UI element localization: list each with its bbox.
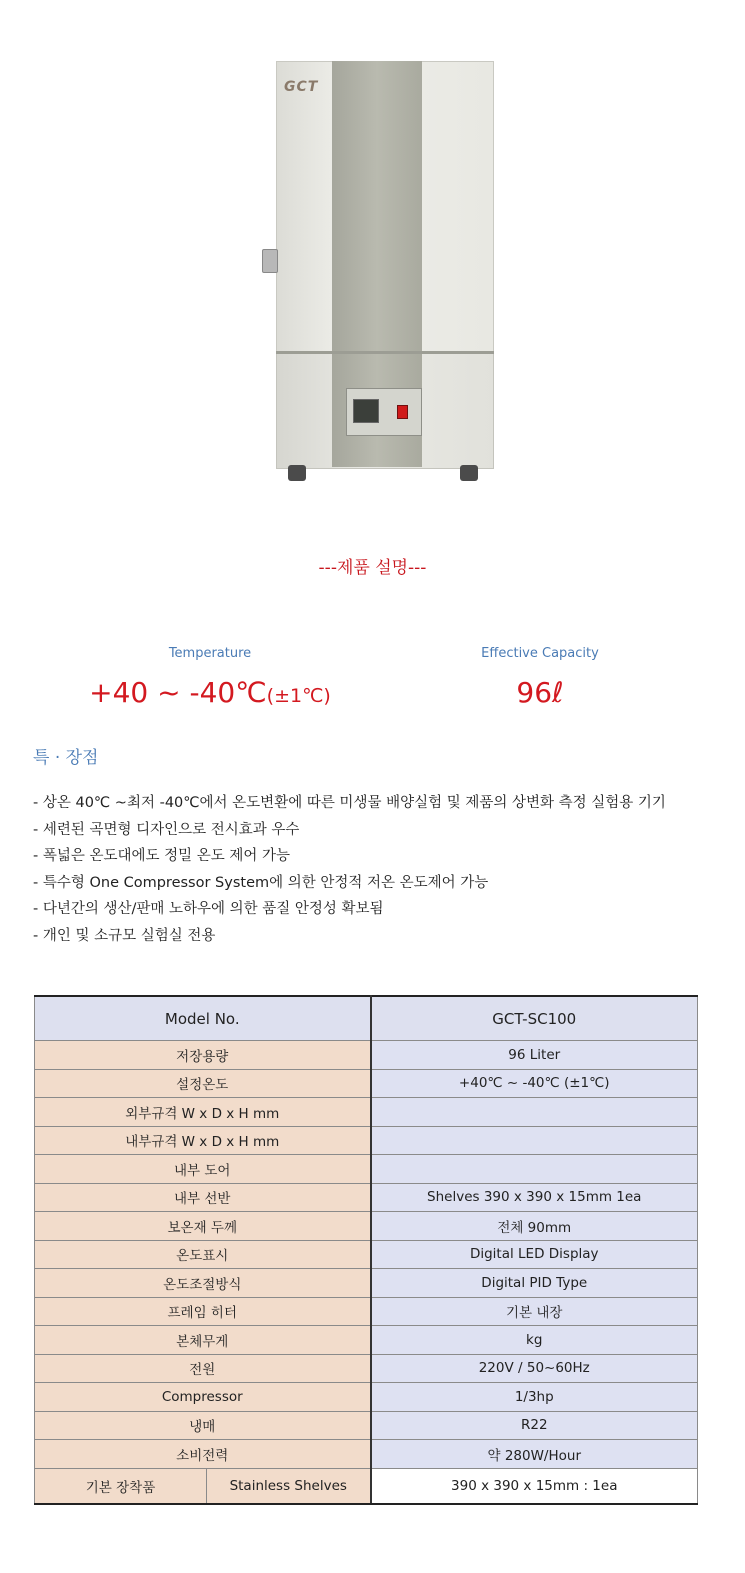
row-value [371,1098,698,1127]
table-row [35,1269,698,1298]
table-row [35,1126,698,1155]
spec-table [34,995,698,1505]
row-value: 1/3hp [371,1383,698,1412]
freezer-door-seam [276,351,494,354]
row-label: 외부규격 W x D x H mm [35,1098,371,1127]
row-value [371,1126,698,1155]
table-row [35,1069,698,1098]
features-list [33,790,713,949]
row-value [371,1155,698,1184]
row-label: 설정온도 [35,1069,371,1098]
feature-item: - 폭넓은 온도대에도 정밀 온도 제어 가능 [33,848,290,864]
model-no-label: Model No. [35,996,371,1041]
row-value: 390 x 390 x 15mm : 1ea [371,1468,698,1504]
feature-item: - 상온 40℃ ~최저 -40℃에서 온도변환에 따른 미생물 배양실험 및 제품의 상변화 측정 실험용 기기 [33,795,666,811]
power-switch [397,405,408,419]
table-row [35,1183,698,1212]
features-title: 특 · 장점 [33,748,99,768]
table-row [35,1468,698,1504]
product-image [262,55,502,495]
row-value: 약 280W/Hour [371,1440,698,1469]
table-row [35,1297,698,1326]
row-value: Shelves 390 x 390 x 15mm 1ea [371,1183,698,1212]
table-row [35,1240,698,1269]
row-label: 내부 선반 [35,1183,371,1212]
row-sublabel: Stainless Shelves [207,1468,371,1504]
right-caster-wheel [460,465,478,481]
table-row [35,1212,698,1241]
capacity-value: 96ℓ [516,676,564,709]
feature-item: - 다년간의 생산/판매 노하우에 의한 품질 안정성 확보됨 [33,901,384,917]
row-label: Compressor [35,1383,371,1412]
product-description-title: ---제품 설명--- [318,558,427,578]
table-row [35,1155,698,1184]
row-label: 내부 도어 [35,1155,371,1184]
door-handle [262,249,278,273]
row-value: 기본 내장 [371,1297,698,1326]
temperature-display [353,399,379,423]
capacity-label: Effective Capacity [481,646,599,661]
table-row [35,1326,698,1355]
row-label: 온도조절방식 [35,1269,371,1298]
feature-item: - 개인 및 소규모 실험실 전용 [33,927,216,944]
table-header-row [35,996,698,1041]
row-label: 기본 장착품 [35,1468,207,1504]
table-row [35,1440,698,1469]
feature-item: - 세련된 곡면형 디자인으로 전시효과 우수 [33,821,300,838]
table-row [35,1041,698,1070]
row-label: 프레임 히터 [35,1297,371,1326]
table-row [35,1411,698,1440]
table-row [35,1354,698,1383]
row-label: 냉매 [35,1411,371,1440]
temperature-label: Temperature [168,646,252,661]
temperature-tolerance: (±1℃) [266,685,331,707]
feature-item: - 특수형 One Compressor System에 의한 안정적 저온 온도제어 가능 [33,874,489,891]
row-value: kg [371,1326,698,1355]
control-panel [346,388,422,436]
temperature-range: +40 ~ -40℃ [89,676,267,709]
row-label: 본체무게 [35,1326,371,1355]
row-value: Digital LED Display [371,1240,698,1269]
row-label: 온도표시 [35,1240,371,1269]
left-caster-wheel [288,465,306,481]
row-label: 보온재 두께 [35,1212,371,1241]
row-value: Digital PID Type [371,1269,698,1298]
row-value: 전체 90mm [371,1212,698,1241]
row-label: 내부규격 W x D x H mm [35,1126,371,1155]
row-label: 저장용량 [35,1041,371,1070]
row-label: 전원 [35,1354,371,1383]
row-value: +40℃ ~ -40℃ (±1℃) [371,1069,698,1098]
table-row [35,1098,698,1127]
brand-logo: GCT [284,79,319,95]
model-no-value: GCT-SC100 [371,996,698,1041]
row-value: 220V / 50~60Hz [371,1354,698,1383]
table-row [35,1383,698,1412]
row-label: 소비전력 [35,1440,371,1469]
row-value: R22 [371,1411,698,1440]
temperature-value [40,676,380,709]
row-value: 96 Liter [371,1041,698,1070]
